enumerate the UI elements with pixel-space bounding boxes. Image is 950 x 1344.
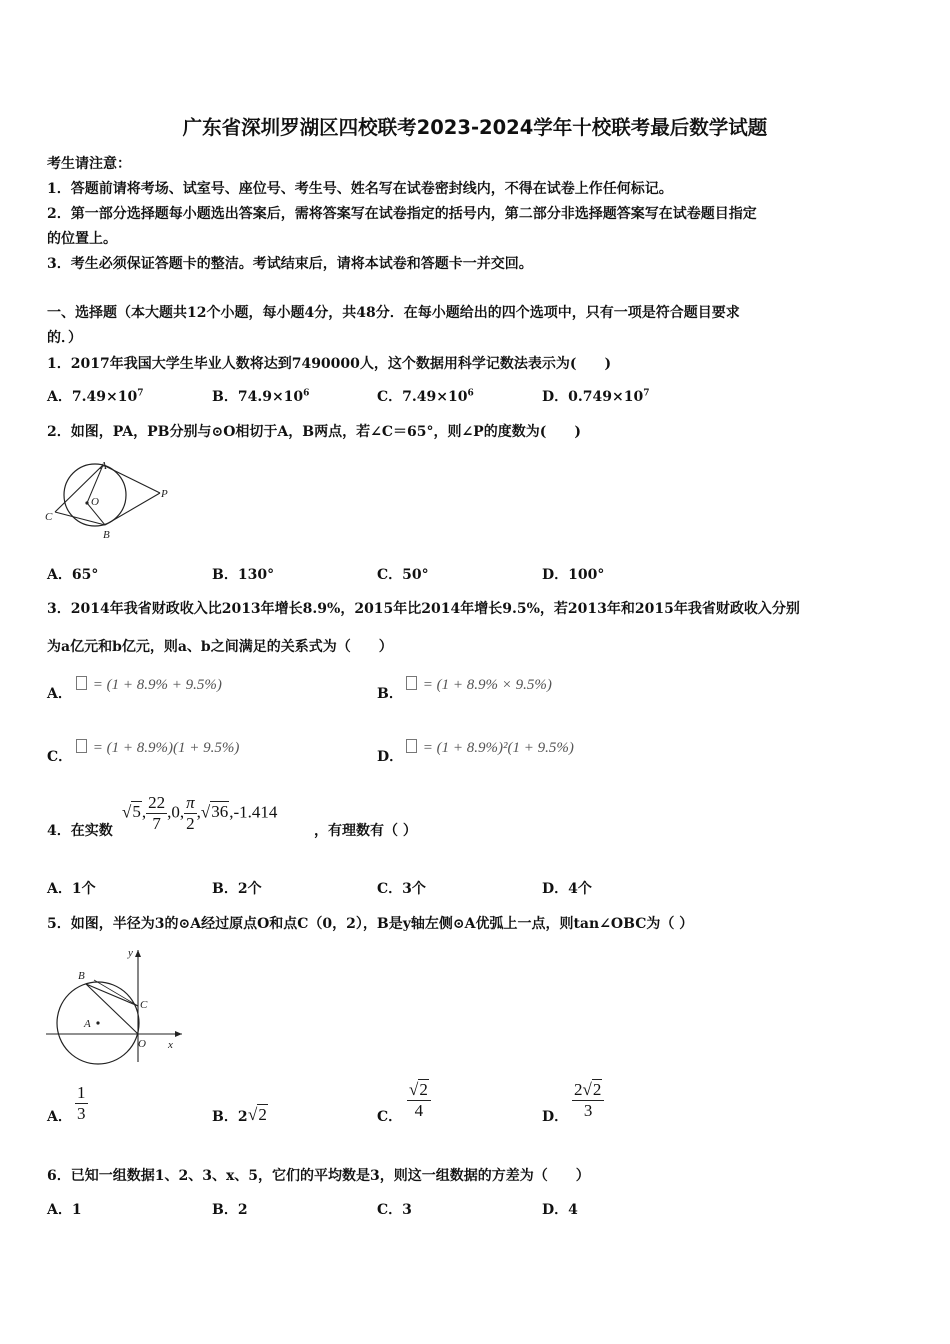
q1-option-c[interactable]: C．$7.49\times 10^6$ (377, 388, 474, 405)
q4-option-c[interactable]: C．3个 (377, 881, 426, 897)
q5-option-c-value: $\frac{√2}{4}$ (407, 1080, 431, 1121)
q3-option-d-formula: = (1 + 8.9%)²(1 + 9.5%) (406, 739, 574, 757)
q3-option-b-formula: = (1 + 8.9% × 9.5%) (406, 676, 552, 694)
page-title: 广东省深圳罗湖区四校联考2023-2024学年十校联考最后数学试题 (182, 116, 768, 139)
section-header: 一、选择题（本大题共12个小题，每小题4分，共48分．在每小题给出的四个选项中，只有一项是符合题目要求 (47, 305, 740, 321)
q5-label-o: O (138, 1038, 146, 1050)
q6-stem: 6．已知一组数据1、2、3、x、5，它们的平均数是3，则这一组数据的方差为（ ） (47, 1168, 590, 1184)
q3-stem: 3．2014年我省财政收入比2013年增长8.9%，2015年比2014年增长9.5%，若2013年和2015年我省财政收入分别 (47, 601, 800, 617)
q5-option-a[interactable]: A． (47, 1109, 72, 1125)
notice-item: 2．第一部分选择题每小题选出答案后，需将答案写在试卷指定的括号内，第二部分非选择题答案写在试卷题目指定 (47, 206, 757, 222)
q1-stem: 1．2017年我国大学生毕业人数将达到7490000人，这个数据用科学记数法表示为( ) (47, 356, 612, 372)
q4-stem-prefix: 4．在实数 (47, 823, 113, 839)
q5-option-b[interactable]: B．2 (212, 1109, 248, 1125)
q3-stem-cont: 为a亿元和b亿元，则a、b之间满足的关系式为（ ） (47, 639, 393, 655)
missing-glyph-box-icon (76, 676, 87, 690)
notice-header: 考生请注意： (47, 156, 131, 172)
q3-option-a-formula: = (1 + 8.9% + 9.5%) (76, 676, 222, 694)
q2-label-a: A (100, 460, 107, 472)
notice-item: 的位置上。 (47, 231, 117, 247)
q4-sqrt5: √5 (122, 802, 141, 822)
section-header-cont: 的．） (47, 330, 82, 346)
q2-option-b[interactable]: B．130° (212, 567, 275, 583)
notice-item: 3．考生必须保证答题卡的整洁。考试结束后，请将本试卷和答题卡一并交回。 (47, 256, 533, 272)
q5-option-b-sqrt: √2 (248, 1105, 267, 1124)
q2-option-c[interactable]: C．50° (377, 567, 429, 583)
q5-option-d[interactable]: D． (542, 1109, 569, 1125)
q5-option-a-value: $\frac{1}{3}$ (77, 1083, 86, 1123)
q1-option-d[interactable]: D．$0.749\times 10^7$ (542, 388, 650, 405)
q2-option-d[interactable]: D．100° (542, 567, 605, 583)
q2-stem: 2．如图，PA，PB分别与⊙O相切于A，B两点，若∠C＝65°，则∠P的度数为( ) (47, 424, 581, 440)
q1-option-a[interactable]: A．$7.49\times 10^7$ (47, 388, 144, 405)
q5-label-c: C (140, 999, 148, 1011)
q2-option-a[interactable]: A．65° (47, 567, 99, 583)
q3-option-c[interactable]: C． (47, 749, 73, 765)
q4-option-b[interactable]: B．2个 (212, 881, 262, 897)
q5-option-c[interactable]: C． (377, 1109, 403, 1125)
q3-option-d[interactable]: D． (377, 749, 404, 765)
q2-label-c: C (45, 511, 53, 523)
q4-number-list: √5, $\frac{22}{7}$ ,0, $\frac{\pi}{2}$ ,√36,-1.414 (122, 793, 278, 833)
q4-option-d[interactable]: D．4个 (542, 881, 592, 897)
q4-fraction-22-7: $\frac{22}{7}$ (148, 793, 166, 833)
q6-option-d[interactable]: D．4 (542, 1202, 578, 1218)
q5-label-a: A (84, 1018, 91, 1030)
q4-stem-suffix: ，有理数有（ ） (314, 823, 417, 839)
missing-glyph-box-icon (406, 739, 417, 753)
q4-fraction-pi-2: $\frac{\pi}{2}$ (186, 793, 195, 833)
q6-option-c[interactable]: C．3 (377, 1202, 412, 1218)
q5-stem: 5．如图，半径为3的⊙A经过原点O和点C（0，2），B是y轴左侧⊙A优弧上一点，则tan∠OBC为（ ） (47, 916, 694, 932)
q4-option-a[interactable]: A．1个 (47, 881, 96, 897)
missing-glyph-box-icon (406, 676, 417, 690)
q2-circle-tangent-figure (42, 457, 177, 543)
q2-label-b: B (103, 529, 110, 541)
q2-label-p: P (161, 488, 168, 500)
missing-glyph-box-icon (76, 739, 87, 753)
q4-sqrt36: √36 (200, 802, 229, 822)
q6-option-a[interactable]: A．1 (47, 1202, 82, 1218)
q5-label-b: B (78, 970, 85, 982)
q2-label-o: O (91, 496, 99, 508)
notice-item: 1．答题前请将考场、试室号、座位号、考生号、姓名写在试卷密封线内，不得在试卷上作任何标记。 (47, 181, 673, 197)
q5-label-y: y (128, 947, 133, 959)
q3-option-a[interactable]: A． (47, 686, 72, 702)
q5-label-x: x (168, 1039, 173, 1051)
q5-option-d-value: $\frac{2√2}{3}$ (572, 1080, 604, 1121)
q1-option-b[interactable]: B．$74.9\times 10^6$ (212, 388, 310, 405)
q6-option-b[interactable]: B．2 (212, 1202, 248, 1218)
q5-coordinate-circle-figure (42, 942, 190, 1066)
q3-option-b[interactable]: B． (377, 686, 403, 702)
q3-option-c-formula: = (1 + 8.9%)(1 + 9.5%) (76, 739, 239, 757)
